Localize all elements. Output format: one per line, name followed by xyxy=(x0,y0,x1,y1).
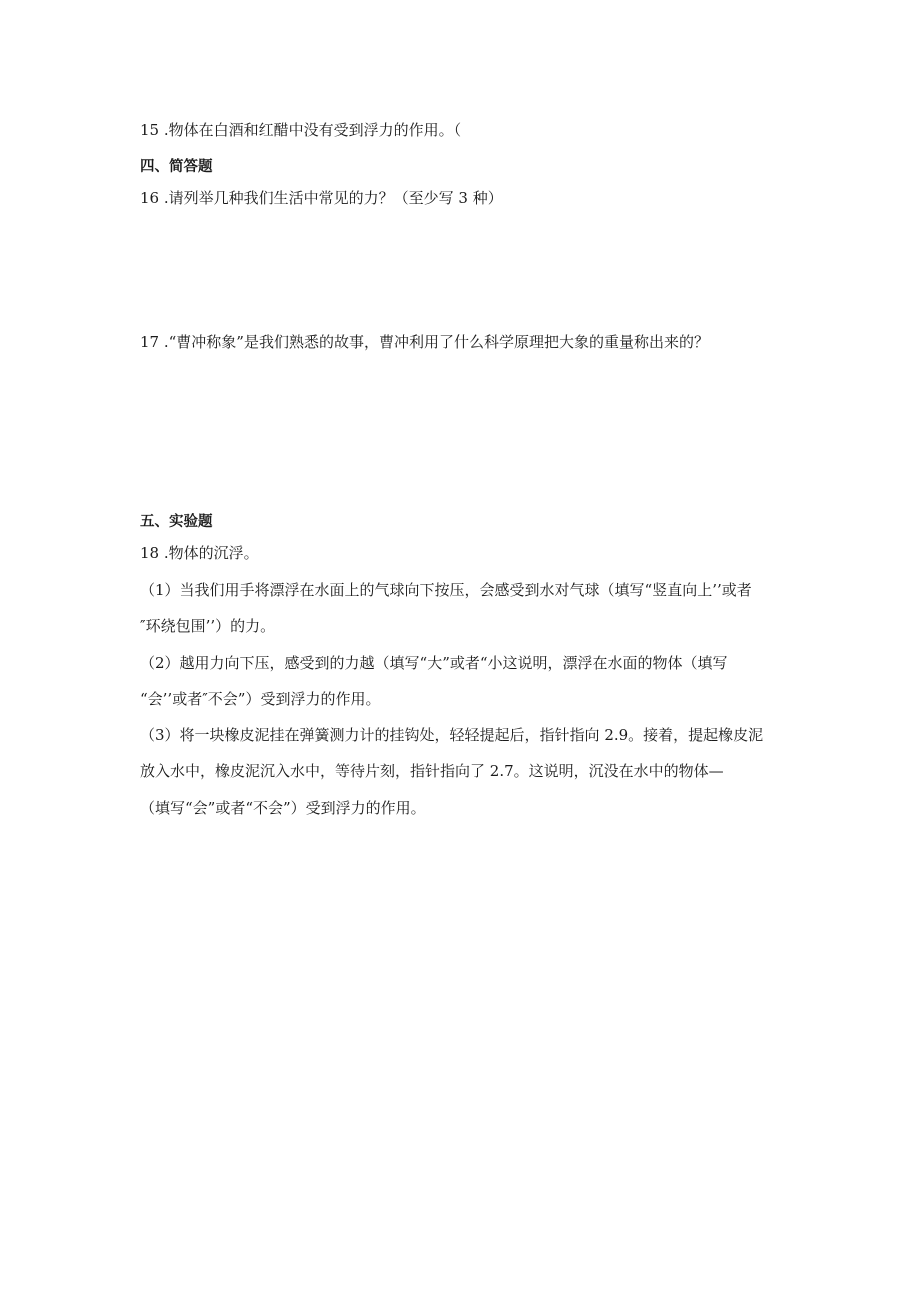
question-17: 17 .“曹冲称象”是我们熟悉的故事，曹冲利用了什么科学原理把大象的重量称出来的？ xyxy=(140,333,709,351)
question-18-part-3-line-3: （填写“会”或者“不会”）受到浮力的作用。 xyxy=(140,799,426,817)
question-18-part-2-line-1: （2）越用力向下压，感受到的力越（填写“大”或者“小这说明，漂浮在水面的物体（填写 xyxy=(140,654,728,672)
question-18: 18 .物体的沉浮。 xyxy=(140,544,259,562)
section-heading-short-answer: 四、简答题 xyxy=(140,159,213,175)
question-16: 16 .请列举几种我们生活中常见的力？（至少写 3 种） xyxy=(140,189,503,207)
question-18-part-1-line-1: （1）当我们用手将漂浮在水面上的气球向下按压，会感受到水对气球（填写“竖直向上’’或者 xyxy=(140,581,752,599)
question-15: 15 .物体在白酒和红醋中没有受到浮力的作用。（ xyxy=(140,121,462,139)
question-18-part-2-line-2: “会’’或者″不会”）受到浮力的作用。 xyxy=(140,690,381,708)
question-18-part-3-line-2: 放入水中，橡皮泥沉入水中，等待片刻，指针指向了 2.7。这说明，沉没在水中的物体— xyxy=(140,762,724,780)
section-heading-experiment: 五、实验题 xyxy=(140,514,213,530)
question-18-part-1-line-2: ″环绕包围’’）的力。 xyxy=(140,617,276,635)
question-18-part-3-line-1: （3）将一块橡皮泥挂在弹簧测力计的挂钩处，轻轻提起后，指针指向 2.9。接着，提起橡皮泥 xyxy=(140,726,764,744)
